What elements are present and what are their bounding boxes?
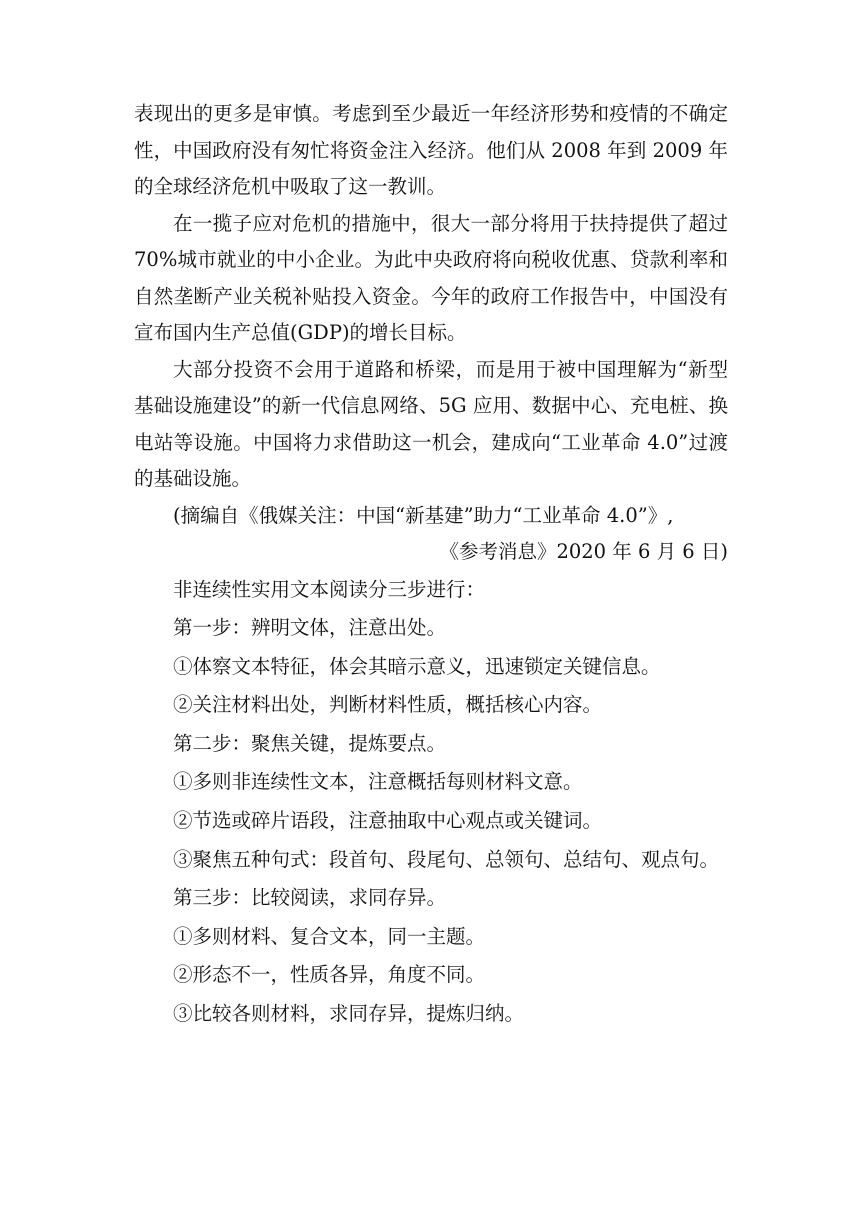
step-2-point-1: ①多则非连续性文本，注意概括每则材料文意。 [173,770,583,794]
citation-source-line: (摘编自《俄媒关注：中国“新基建”助力“工业革命 4.0”》, [173,503,674,527]
step-1-heading: 第一步：辨明文体，注意出处。 [173,616,447,640]
step-1-point-2: ②关注材料出处，判断材料性质，概括核心内容。 [173,693,603,717]
article-paragraph-1: 表现出的更多是审慎。考虑到至少最近一年经济形势和疫情的不确定性，中国政府没有匆忙将资金注入经济。他们从 2008 年到 2009 年的全球经济危机中吸取了这一教训。 [134,102,728,198]
step-2-point-3: ③聚焦五种句式：段首句、段尾句、总领句、总结句、观点句。 [173,847,720,871]
step-2-point-2: ②节选或碎片语段，注意抽取中心观点或关键词。 [173,809,603,833]
article-paragraph-3: 大部分投资不会用于道路和桥梁，而是用于被中国理解为“新型基础设施建设”的新一代信息网络、5G 应用、数据中心、充电桩、换电站等设施。中国将力求借助这一机会，建成向“工业革命 4.0”过渡的基础设施。 [134,357,728,490]
step-3-point-3: ③比较各则材料，求同存异，提炼归纳。 [173,1002,525,1026]
step-1-point-1: ①体察文本特征，体会其暗示意义，迅速锁定关键信息。 [173,654,661,678]
step-3-point-2: ②形态不一，性质各异，角度不同。 [173,963,486,987]
article-paragraph-2: 在一揽子应对危机的措施中，很大一部分将用于扶持提供了超过 70%城市就业的中小企业。为此中央政府将向税收优惠、贷款利率和自然垄断产业关税补贴投入资金。今年的政府工作报告中，中国没有宣布国内生产总值(GDP)的增长目标。 [134,211,728,344]
document-page [134,96,728,1034]
step-3-point-1: ①多则材料、复合文本，同一主题。 [173,924,486,948]
step-3-heading: 第三步：比较阅读，求同存异。 [173,886,447,910]
method-intro: 非连续性实用文本阅读分三步进行： [173,577,486,601]
citation-publication-line: 《参考消息》2020 年 6 月 6 日) [439,540,728,563]
reading-method-list [134,571,728,1034]
step-2-heading: 第二步：聚焦关键，提炼要点。 [173,731,447,755]
